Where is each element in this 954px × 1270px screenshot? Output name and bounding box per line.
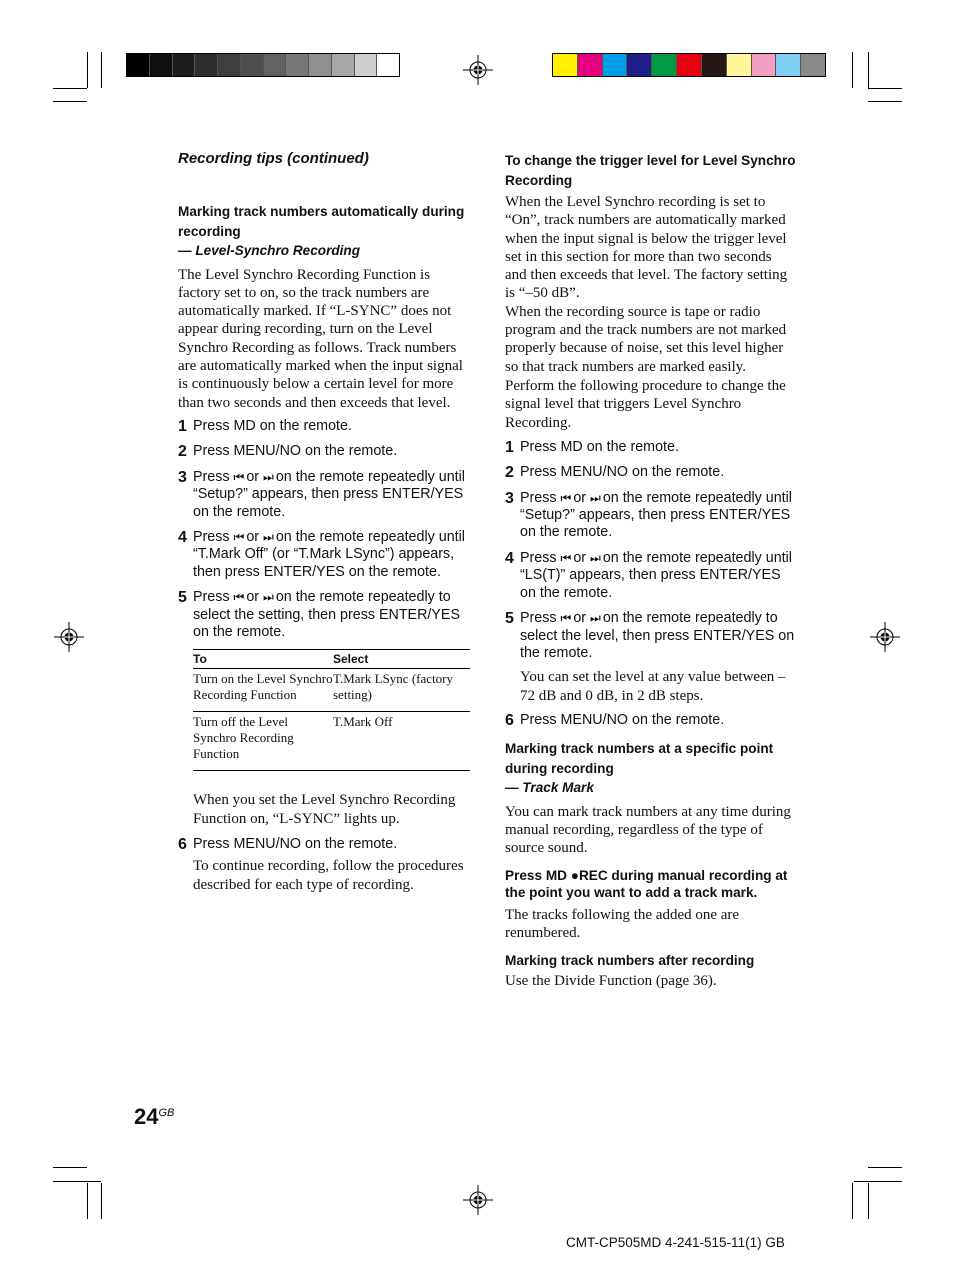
color-calibration-strip — [552, 53, 826, 77]
left-step-5: 5 Press ⏮ or ⏭ on the remote repeatedly to select the setting, then press ENTER/YES on the remote. — [178, 589, 460, 640]
left-step-3: 3 Press ⏮ or ⏭ on the remote repeatedly until “Setup?” appears, then press ENTER/YES on the remote. — [178, 468, 465, 520]
table-header-to: To — [193, 650, 333, 669]
left-steps — [178, 418, 470, 641]
continue-recording-note: To continue recording, follow the procedures described for each type of recording. — [193, 858, 464, 893]
prev-track-icon: ⏮ — [560, 490, 570, 505]
color-swatch — [677, 54, 702, 76]
track-mark-instruction: Press MD ●REC during manual recording at the point you want to add a track mark. — [505, 867, 788, 901]
prev-track-icon: ⏮ — [560, 611, 570, 626]
color-swatch — [652, 54, 677, 76]
gray-swatch — [173, 54, 196, 76]
prev-track-icon: ⏮ — [233, 529, 243, 544]
track-mark-subheading: — Track Mark — [505, 780, 594, 796]
level-range-note: You can set the level at any value between –72 dB and 0 dB, in 2 dB steps. — [520, 669, 786, 704]
level-synchro-subheading: — Level-Synchro Recording — [178, 243, 361, 258]
gray-swatch — [241, 54, 264, 76]
registration-mark-top — [463, 55, 493, 85]
next-track-icon: ⏭ — [263, 529, 272, 544]
after-recording-heading: Marking track numbers after recording — [505, 953, 755, 969]
left-step-1: 1 Press MD on the remote. — [178, 417, 352, 435]
color-swatch — [776, 54, 801, 76]
page-number: $24^{GB}$ — [134, 1104, 175, 1129]
color-swatch — [727, 54, 752, 76]
table-header-select: Select — [333, 650, 470, 669]
prev-track-icon: ⏮ — [560, 550, 570, 565]
divide-function-note: Use the Divide Function (page 36). — [505, 972, 717, 989]
next-track-icon: ⏭ — [590, 550, 599, 565]
right-step-5: 5 Press ⏮ or ⏭ on the remote repeatedly to select the level, then press ENTER/YES on the remote. — [505, 610, 795, 661]
gray-swatch — [218, 54, 241, 76]
setting-table — [193, 649, 470, 771]
trigger-level-heading: To change the trigger level for Level Synchro Recording — [505, 153, 796, 188]
trigger-level-para-2: When the recording source is tape or radio program and the track numbers are not marked properly because of noise, set this level higher so that track numbers are marked easily. — [505, 303, 787, 375]
table-row: Turn off the Level Synchro Recording Function T.Mark Off — [193, 712, 470, 771]
gray-swatch — [332, 54, 355, 76]
gray-swatch — [150, 54, 173, 76]
color-swatch — [801, 54, 825, 76]
l-sync-note: When you set the Level Synchro Recording Function on, “L-SYNC” lights up. — [193, 792, 456, 827]
gray-swatch — [127, 54, 150, 76]
right-steps — [505, 439, 797, 662]
right-step-1: 1 Press MD on the remote. — [505, 438, 679, 456]
right-column — [505, 151, 797, 990]
grayscale-calibration-strip — [126, 53, 400, 77]
left-column — [178, 202, 470, 894]
right-step-3: 3 Press ⏮ or ⏭ on the remote repeatedly until “Setup?” appears, then press ENTER/YES on the remote. — [505, 489, 792, 541]
color-swatch — [553, 54, 578, 76]
color-swatch — [578, 54, 603, 76]
track-mark-heading: Marking track numbers at a specific point during recording — [505, 741, 774, 776]
registration-mark-left — [54, 622, 84, 652]
level-synchro-intro: The Level Synchro Recording Function is factory set to on, so the track numbers are automatically marked. If “L-SYNC” does not appear during recording, turn on the Level Synchro Recording as follows. Track numbers are automatically marked when the input signal is continuously below a certain level for more than two seconds and then exceeds that level. — [178, 266, 463, 411]
color-swatch — [702, 54, 727, 76]
right-step-6: 6 Press MENU/NO on the remote. — [505, 711, 725, 729]
gray-swatch — [195, 54, 218, 76]
record-dot-icon: ● — [570, 867, 579, 883]
registration-mark-right — [870, 622, 900, 652]
document-code: CMT-CP505MD 4-241-515-11(1) GB — [566, 1235, 785, 1250]
right-step-2: 2 Press MENU/NO on the remote. — [505, 464, 725, 482]
track-mark-body: You can mark track numbers at any time during manual recording, regardless of the type of source sound. — [505, 803, 791, 857]
trigger-level-para-1: When the Level Synchro recording is set to “On”, track numbers are automatically marked when the input signal is below the trigger level set in this section for more than two seconds and then exceeds that level. The factory setting is “–50 dB”. — [505, 194, 788, 302]
renumber-note: The tracks following the added one are renumbered. — [505, 906, 740, 941]
color-swatch — [752, 54, 777, 76]
color-swatch — [627, 54, 652, 76]
left-step-6: 6 Press MENU/NO on the remote. — [178, 835, 398, 853]
gray-swatch — [264, 54, 287, 76]
next-track-icon: ⏭ — [590, 611, 599, 626]
gray-swatch — [355, 54, 378, 76]
section-title: Recording tips (continued) — [178, 150, 369, 167]
right-step-4: 4 Press ⏮ or ⏭ on the remote repeatedly until “LS(T)” appears, then press ENTER/YES on the remote. — [505, 549, 792, 601]
left-step-4: 4 Press ⏮ or ⏭ on the remote repeatedly until “T.Mark Off” (or “T.Mark LSync”) appears, then press ENTER/YES on the remote. — [178, 528, 465, 580]
gray-swatch — [286, 54, 309, 76]
level-synchro-heading: Marking track numbers automatically during recording — [178, 204, 465, 239]
color-swatch — [603, 54, 628, 76]
trigger-level-para-3: Perform the following procedure to change the signal level that triggers Level Synchro Recording. — [505, 377, 786, 431]
prev-track-icon: ⏮ — [233, 469, 243, 484]
left-step-2: 2 Press MENU/NO on the remote. — [178, 443, 398, 461]
gray-swatch — [377, 54, 399, 76]
registration-mark-bottom — [463, 1185, 493, 1215]
next-track-icon: ⏭ — [590, 490, 599, 505]
next-track-icon: ⏭ — [263, 469, 272, 484]
table-row: Turn on the Level Synchro Recording Function T.Mark LSync (factory setting) — [193, 669, 470, 712]
prev-track-icon: ⏮ — [233, 590, 243, 605]
next-track-icon: ⏭ — [263, 590, 272, 605]
gray-swatch — [309, 54, 332, 76]
